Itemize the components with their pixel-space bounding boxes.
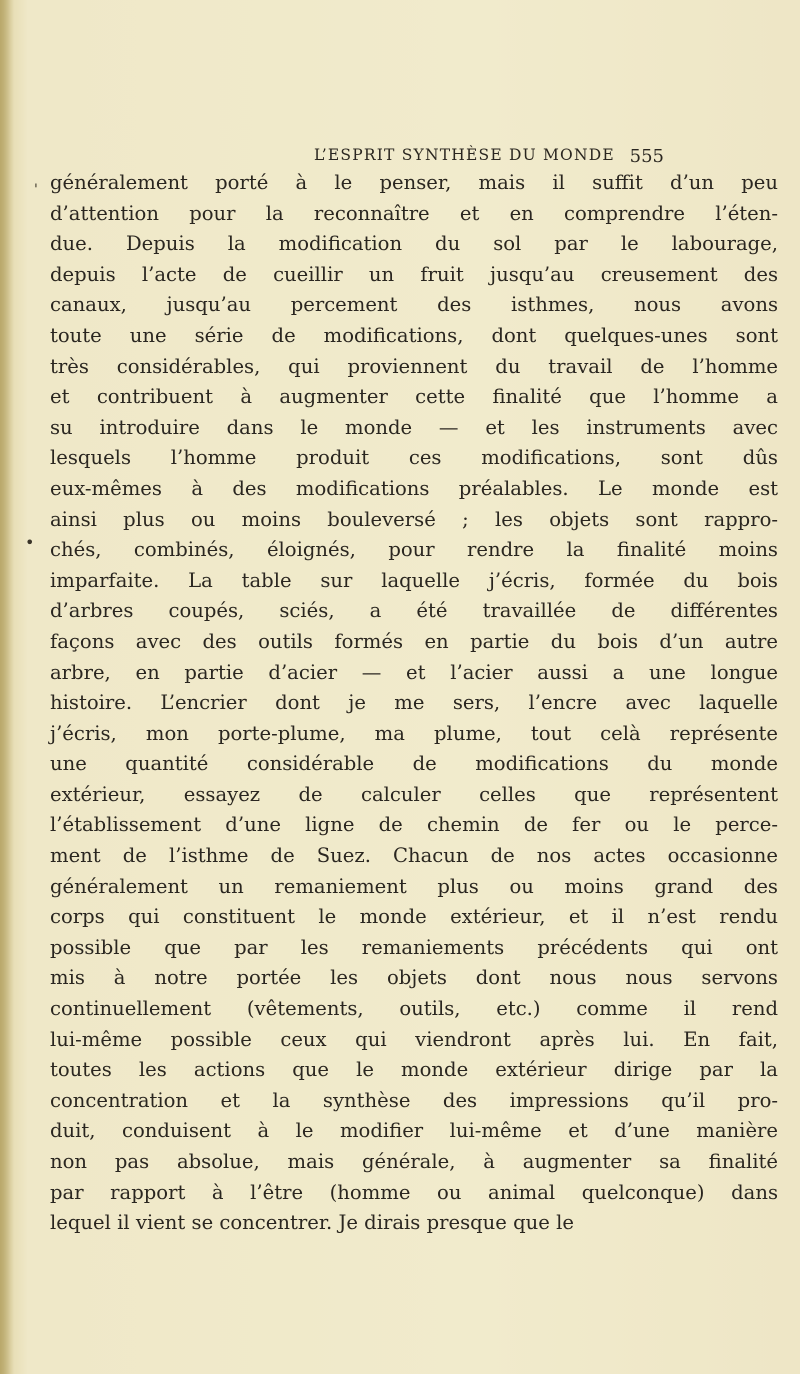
text-line: depuis l’acte de cueillir un fruit jusqu’au creusement des — [50, 262, 778, 286]
text-line: et contribuent à augmenter cette finalité que l’homme a — [50, 385, 778, 409]
text-line: possible que par les remaniements précédents qui ont — [50, 935, 778, 959]
text-line: su introduire dans le monde — et les instruments avec — [50, 415, 778, 439]
text-line: ainsi plus ou moins bouleversé ; les objets sont rappro- — [50, 507, 778, 531]
text-line: imparfaite. La table sur laquelle j’écris, formée du bois — [50, 568, 778, 592]
text-line: généralement porté à le penser, mais il suffit d’un peu — [50, 171, 778, 194]
text-line: généralement un remaniement plus ou moins grand des — [50, 874, 778, 898]
text-line: mis à notre portée les objets dont nous nous servons — [50, 966, 778, 990]
text-line: façons avec des outils formés en partie du bois d’un autre — [50, 629, 778, 653]
text-line: corps qui constituent le monde extérieur, et il n’est rendu — [50, 905, 778, 929]
text-line: eux-mêmes à des modifications préalables. Le monde est — [50, 476, 778, 500]
body-text — [50, 168, 778, 1239]
text-line: lequel il vient se concentrer. Je dirais presque que le — [50, 1211, 574, 1235]
page-header — [314, 146, 664, 170]
text-line: lui-même possible ceux qui viendront après lui. En fait, — [50, 1027, 778, 1051]
text-line: due. Depuis la modification du sol par le labourage, — [50, 232, 778, 256]
text-line: arbre, en partie d’acier — et l’acier aussi a une longue — [50, 660, 778, 684]
text-line: concentration et la synthèse des impressions qu’il pro- — [50, 1088, 778, 1112]
text-line: toute une série de modifications, dont quelques-unes sont — [50, 323, 778, 347]
page-number: 555 — [629, 146, 664, 167]
text-line: par rapport à l’être (homme ou animal quelconque) dans — [50, 1180, 778, 1204]
text-line: canaux, jusqu’au percement des isthmes, nous avons — [50, 293, 778, 317]
text-line: chés, combinés, éloignés, pour rendre la finalité moins — [50, 538, 778, 562]
text-line: très considérables, qui proviennent du travail de l’homme — [50, 354, 778, 378]
text-line: l’établissement d’une ligne de chemin de fer ou le perce- — [50, 813, 778, 837]
text-line: continuellement (vêtements, outils, etc.) comme il rend — [50, 997, 778, 1021]
text-line: j’écris, mon porte-plume, ma plume, tout celà représente — [50, 721, 778, 745]
text-line: histoire. L’encrier dont je me sers, l’encre avec laquelle — [50, 691, 778, 715]
text-line: une quantité considérable de modifications du monde — [50, 752, 778, 776]
text-line: ment de l’isthme de Suez. Chacun de nos actes occasionne — [50, 844, 778, 868]
margin-bullet-mark: • — [25, 533, 35, 552]
margin-tick-mark: ' — [34, 182, 38, 198]
running-head: L’ESPRIT SYNTHÈSE DU MONDE — [314, 146, 615, 164]
gutter-shadow — [0, 0, 14, 1374]
text-line: d’attention pour la reconnaître et en comprendre l’éten- — [50, 201, 778, 225]
text-line: lesquels l’homme produit ces modifications, sont dûs — [50, 446, 778, 470]
text-line: d’arbres coupés, sciés, a été travaillée de différentes — [50, 599, 778, 623]
text-line: non pas absolue, mais générale, à augmenter sa finalité — [50, 1150, 778, 1173]
text-line: toutes les actions que le monde extérieur dirige par la — [50, 1058, 778, 1082]
text-line: extérieur, essayez de calculer celles que représentent — [50, 782, 778, 806]
text-line: duit, conduisent à le modifier lui-même et d’une manière — [50, 1119, 778, 1143]
